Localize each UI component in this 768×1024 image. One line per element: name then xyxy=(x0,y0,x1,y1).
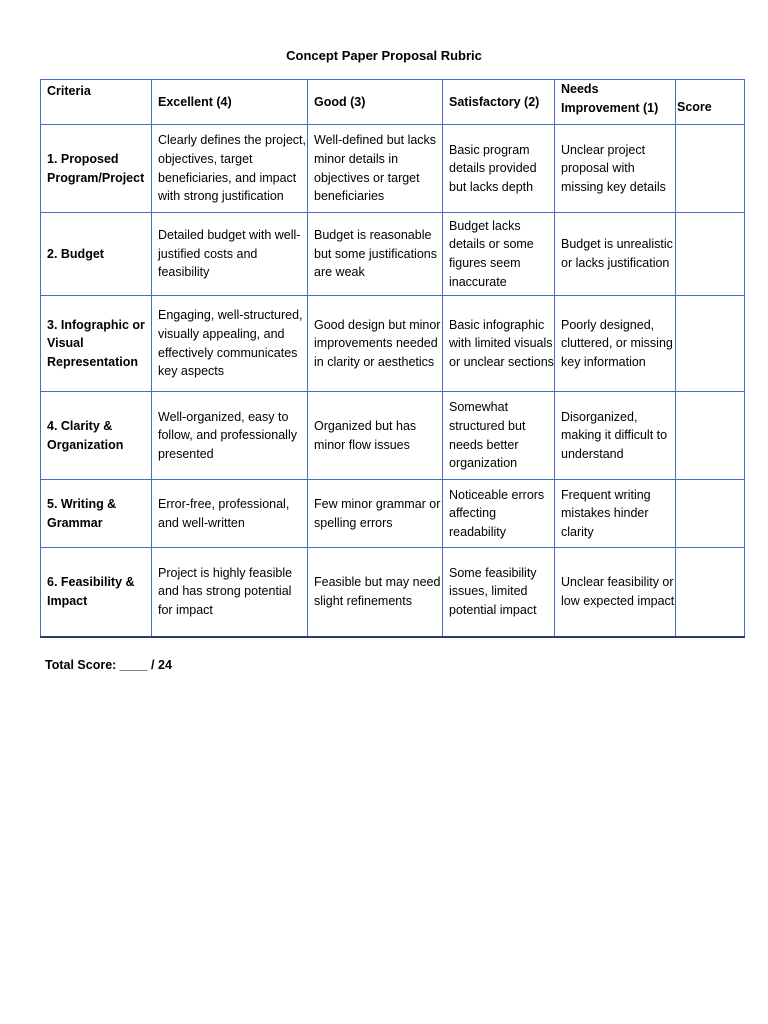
criteria-cell: 1. Proposed Program/Project xyxy=(41,125,152,213)
table-row xyxy=(41,392,745,480)
good-cell: Organized but has minor flow issues xyxy=(308,392,443,480)
needs-improvement-cell: Unclear project proposal with missing key details xyxy=(555,125,676,213)
satisfactory-cell: Basic infographic with limited visuals or unclear sections xyxy=(443,296,555,392)
excellent-cell: Well-organized, easy to follow, and professionally presented xyxy=(152,392,308,480)
good-cell: Budget is reasonable but some justifications are weak xyxy=(308,213,443,296)
satisfactory-cell: Some feasibility issues, limited potential impact xyxy=(443,548,555,637)
score-cell[interactable] xyxy=(676,480,745,548)
table-header-row xyxy=(41,80,745,125)
good-cell: Good design but minor improvements needed in clarity or aesthetics xyxy=(308,296,443,392)
excellent-cell: Error-free, professional, and well-written xyxy=(152,480,308,548)
document-title: Concept Paper Proposal Rubric xyxy=(286,48,482,63)
excellent-cell: Engaging, well-structured, visually appealing, and effectively communicates key aspects xyxy=(152,296,308,392)
header-good: Good (3) xyxy=(308,80,443,125)
score-cell[interactable] xyxy=(676,548,745,637)
needs-improvement-cell: Frequent writing mistakes hinder clarity xyxy=(555,480,676,548)
table-row xyxy=(41,548,745,637)
score-cell[interactable] xyxy=(676,125,745,213)
score-cell[interactable] xyxy=(676,296,745,392)
satisfactory-cell: Noticeable errors affecting readability xyxy=(443,480,555,548)
table-row xyxy=(41,213,745,296)
needs-improvement-cell: Poorly designed, cluttered, or missing key information xyxy=(555,296,676,392)
satisfactory-cell: Budget lacks details or some figures seem inaccurate xyxy=(443,213,555,296)
excellent-cell: Clearly defines the project, objectives, target beneficiaries, and impact with strong justification xyxy=(152,125,308,213)
criteria-cell: 5. Writing & Grammar xyxy=(41,480,152,548)
good-cell: Feasible but may need slight refinements xyxy=(308,548,443,637)
satisfactory-cell: Somewhat structured but needs better organization xyxy=(443,392,555,480)
good-cell: Few minor grammar or spelling errors xyxy=(308,480,443,548)
score-cell[interactable] xyxy=(676,392,745,480)
table-row xyxy=(41,125,745,213)
criteria-cell: 3. Infographic or Visual Representation xyxy=(41,296,152,392)
score-cell[interactable] xyxy=(676,213,745,296)
criteria-cell: 6. Feasibility & Impact xyxy=(41,548,152,637)
excellent-cell: Project is highly feasible and has strong potential for impact xyxy=(152,548,308,637)
rubric-table xyxy=(40,79,745,638)
total-score: Total Score: ____ / 24 xyxy=(45,658,172,672)
header-score: Score xyxy=(676,80,745,125)
needs-improvement-cell: Disorganized, making it difficult to understand xyxy=(555,392,676,480)
table-row xyxy=(41,480,745,548)
satisfactory-cell: Basic program details provided but lacks depth xyxy=(443,125,555,213)
table-row xyxy=(41,296,745,392)
needs-improvement-cell: Budget is unrealistic or lacks justification xyxy=(555,213,676,296)
header-criteria: Criteria xyxy=(41,80,152,125)
criteria-cell: 2. Budget xyxy=(41,213,152,296)
good-cell: Well-defined but lacks minor details in objectives or target beneficiaries xyxy=(308,125,443,213)
needs-improvement-cell: Unclear feasibility or low expected impact xyxy=(555,548,676,637)
criteria-cell: 4. Clarity & Organization xyxy=(41,392,152,480)
header-excellent: Excellent (4) xyxy=(152,80,308,125)
excellent-cell: Detailed budget with well-justified costs and feasibility xyxy=(152,213,308,296)
header-needs-improvement: Needs Improvement (1) xyxy=(555,80,676,125)
header-satisfactory: Satisfactory (2) xyxy=(443,80,555,125)
